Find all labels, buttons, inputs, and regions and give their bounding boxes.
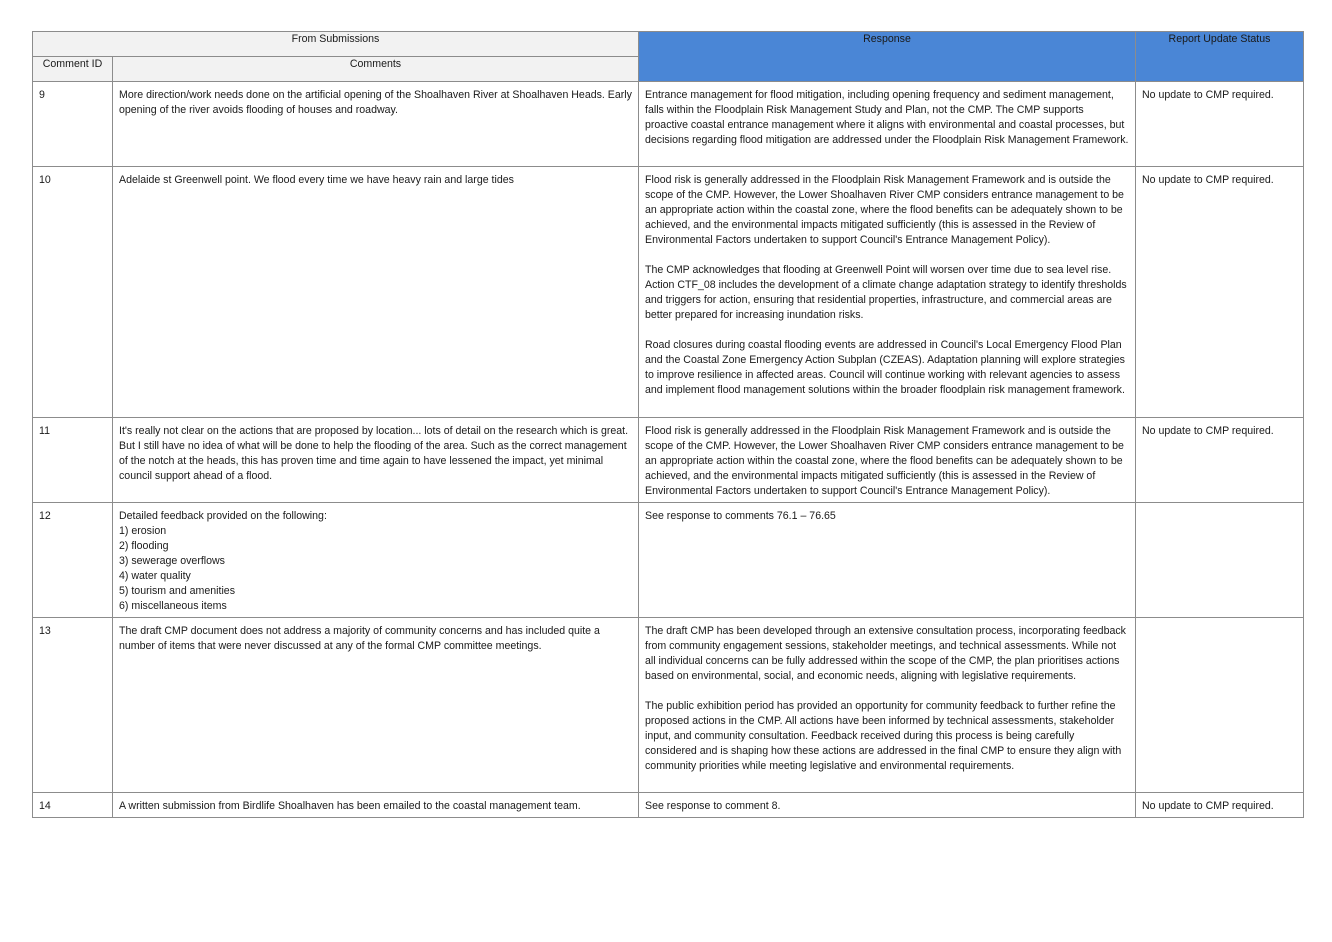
comment-id-cell: 10 — [33, 167, 113, 418]
status-cell: No update to CMP required. — [1136, 793, 1304, 818]
comment-cell: More direction/work needs done on the artificial opening of the Shoalhaven River at Shoalhaven Heads. Early opening of the river avoids flooding of houses and roadway. — [113, 82, 639, 167]
status-cell: No update to CMP required. — [1136, 82, 1304, 167]
response-cell: Entrance management for flood mitigation, including opening frequency and sediment management, falls within the Floodplain Risk Management Study and Plan, not the CMP. The CMP supports proactive coastal entrance management where it aligns with environmental and coastal processes, but decisions regarding flood mitigation are addressed under the Floodplain Risk Management Framework. — [639, 82, 1136, 167]
list-item: 3) sewerage overflows — [119, 555, 225, 567]
report-update-status-header: Report Update Status — [1136, 32, 1304, 82]
response-cell: The draft CMP has been developed through an extensive consultation process, incorporating feedback from community engagement sessions, stakeholder meetings, and technical assessments. While not all individual concerns can be fully addressed within the scope of the CMP, the plan prioritises actions based on environmental, social, and economic needs, aligning with legislative requirements. The public exhibition period has provided an opportunity for community feedback to further refine the proposed actions in the CMP. All actions have been informed by technical assessments, stakeholder input, and community consultation. Feedback received during this process is being carefully considered and is shaping how these actions are addressed in the final CMP to ensure they align with community priorities while meeting legislative and environmental requirements. — [639, 618, 1136, 793]
list-item: 6) miscellaneous items — [119, 600, 227, 612]
comment-cell: It's really not clear on the actions that are proposed by location... lots of detail on the research which is great. But I still have no idea of what will be done to help the flooding of the area. Such as the correct management of the notch at the heads, this has proven time and time again to have lessened the impact, yet minimal council support ahead of a flood. — [113, 418, 639, 503]
comment-id-cell: 11 — [33, 418, 113, 503]
from-submissions-header: From Submissions — [33, 32, 639, 57]
comment-id-cell: 13 — [33, 618, 113, 793]
list-item: 2) flooding — [119, 540, 169, 552]
comment-id-cell: 12 — [33, 503, 113, 618]
comment-id-header: Comment ID — [33, 57, 113, 82]
status-cell — [1136, 503, 1304, 618]
comment-cell: Adelaide st Greenwell point. We flood every time we have heavy rain and large tides — [113, 167, 639, 418]
status-cell: No update to CMP required. — [1136, 167, 1304, 418]
table-row — [33, 618, 1304, 793]
response-cell: See response to comment 8. — [639, 793, 1136, 818]
response-cell: Flood risk is generally addressed in the Floodplain Risk Management Framework and is outside the scope of the CMP. However, the Lower Shoalhaven River CMP considers entrance management to be an appropriate action within the coastal zone, where the flood benefits can be adequately shown to be achieved, and the environmental impacts mitigated sufficiently (this is assessed in the Review of Environmental Factors undertaken to support Council's Entrance Management Policy). — [639, 418, 1136, 503]
status-cell — [1136, 618, 1304, 793]
comment-cell: Detailed feedback provided on the following: 1) erosion 2) flooding 3) sewerage overflows 4) water quality 5) tourism and amenities 6) miscellaneous items — [113, 503, 639, 618]
submissions-table — [32, 31, 1304, 818]
table-row — [33, 418, 1304, 503]
table-row — [33, 793, 1304, 818]
response-cell: Flood risk is generally addressed in the Floodplain Risk Management Framework and is outside the scope of the CMP. However, the Lower Shoalhaven River CMP considers entrance management to be an appropriate action within the coastal zone, where the flood benefits can be adequately shown to be achieved, and the environmental impacts mitigated sufficiently (this is assessed in the Review of Environmental Factors undertaken to support Council's Entrance Management Policy). The CMP acknowledges that flooding at Greenwell Point will worsen over time due to sea level rise. Action CTF_08 includes the development of a climate change adaptation strategy to identify thresholds and triggers for action, ensuring that residential properties, infrastructure, and commercial areas are better prepared for increasing inundation risks. Road closures during coastal flooding events are addressed in Council's Local Emergency Flood Plan and the Coastal Zone Emergency Action Subplan (CZEAS). Adaptation planning will explore strategies to improve resilience in affected areas. Council will continue working with relevant agencies to assess and implement flood management solutions within the broader floodplain risk management framework. — [639, 167, 1136, 418]
feedback-topic-list — [119, 524, 632, 614]
comment-id-cell: 14 — [33, 793, 113, 818]
table-row — [33, 503, 1304, 618]
list-item: 4) water quality — [119, 570, 191, 582]
table-row — [33, 167, 1304, 418]
response-cell: See response to comments 76.1 – 76.65 — [639, 503, 1136, 618]
comments-header: Comments — [113, 57, 639, 82]
table-row — [33, 82, 1304, 167]
comment-cell: The draft CMP document does not address a majority of community concerns and has included quite a number of items that were never discussed at any of the formal CMP committee meetings. — [113, 618, 639, 793]
status-cell: No update to CMP required. — [1136, 418, 1304, 503]
list-item: 1) erosion — [119, 525, 167, 537]
response-header: Response — [639, 32, 1136, 82]
comment-cell: A written submission from Birdlife Shoalhaven has been emailed to the coastal management team. — [113, 793, 639, 818]
list-item: 5) tourism and amenities — [119, 585, 235, 597]
comment-id-cell: 9 — [33, 82, 113, 167]
